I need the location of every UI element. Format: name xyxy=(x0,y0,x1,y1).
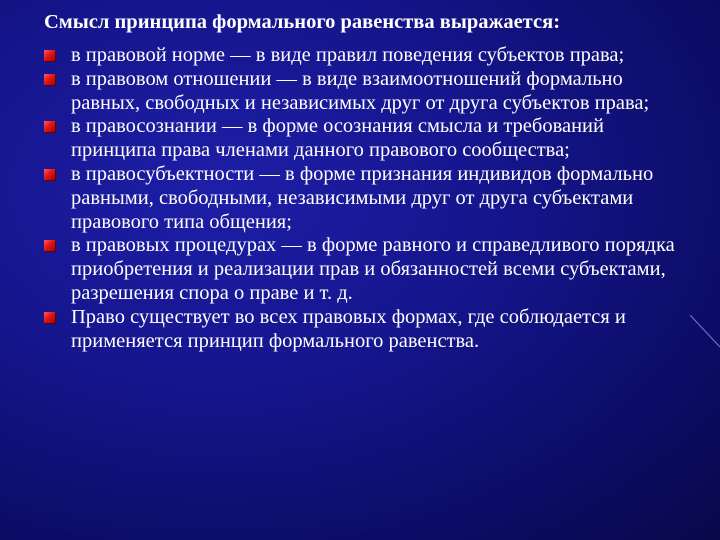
list-item-text: в правовой норме — в виде правил поведения субъектов права; xyxy=(71,44,625,66)
list-item xyxy=(44,68,694,116)
list-item xyxy=(44,163,694,234)
list-item xyxy=(44,306,694,354)
red-square-bullet-icon xyxy=(44,50,55,61)
bullet-list xyxy=(44,44,694,353)
list-item-text: в правосознании — в форме осознания смысла и требований принципа права членами данного правового сообщества; xyxy=(71,115,604,162)
list-item-text: в правосубъектности — в форме признания индивидов формально равными, свободными, независимыми друг от друга субъектами правового типа общения; xyxy=(71,162,654,233)
red-square-bullet-icon xyxy=(44,74,55,85)
decorative-line xyxy=(690,315,720,355)
slide-heading: Смысл принципа формального равенства выражается: xyxy=(44,11,561,33)
list-item xyxy=(44,115,694,163)
list-item-text: в правовых процедурах — в форме равного и справедливого порядка приобретения и реализации прав и обязанностей всеми субъектами, разрешения спора о праве и т. д. xyxy=(71,234,675,304)
red-square-bullet-icon xyxy=(44,312,55,323)
list-item-text: Право существует во всех правовых формах, где соблюдается и применяется принцип формального равенства. xyxy=(71,305,626,352)
red-square-bullet-icon xyxy=(44,240,55,251)
red-square-bullet-icon xyxy=(44,121,55,132)
list-item xyxy=(44,234,694,305)
list-item-text: в правовом отношении — в виде взаимоотношений формально равных, свободных и независимых друг от друга субъектов права; xyxy=(71,67,650,114)
red-square-bullet-icon xyxy=(44,169,55,180)
list-item xyxy=(44,44,694,68)
